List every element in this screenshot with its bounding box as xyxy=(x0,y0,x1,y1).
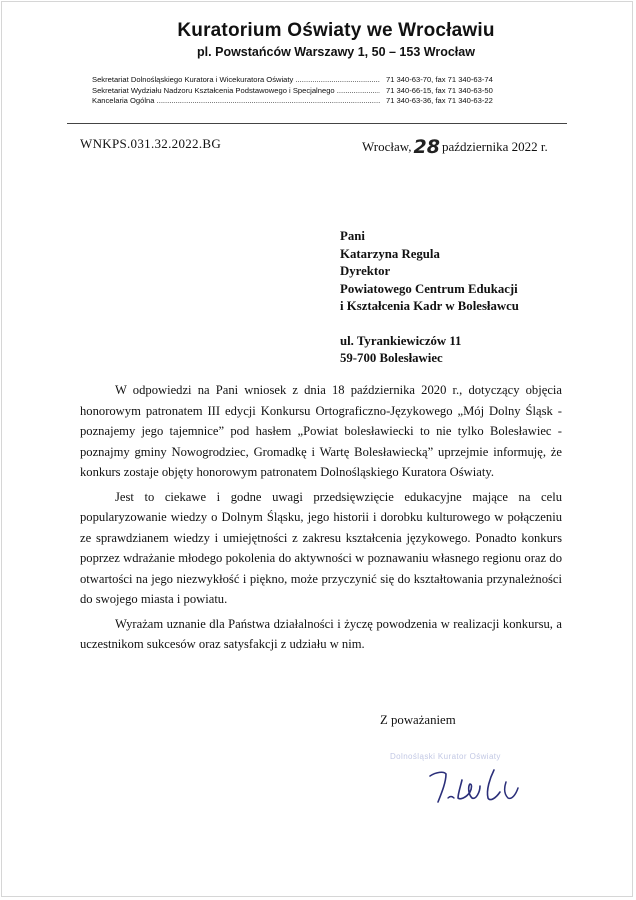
contact-label: Sekretariat Wydziału Nadzoru Kształcenia Podstawowego i Specjalnego ..... xyxy=(92,86,380,97)
recipient-line: Dyrektor xyxy=(340,264,391,278)
contact-row xyxy=(92,96,562,107)
contact-list xyxy=(92,75,562,107)
contact-phone: 71 340-63-70, fax 71 340-63-74 xyxy=(386,75,493,84)
letter-body xyxy=(80,380,562,659)
date-place: Wrocław, xyxy=(362,139,412,154)
contact-row xyxy=(92,75,562,86)
institution-address: pl. Powstańców Warszawy 1, 50 – 153 Wrocław xyxy=(197,45,475,59)
recipient-address-line: ul. Tyrankiewiczów 11 xyxy=(340,333,462,348)
header-divider xyxy=(67,123,567,124)
body-paragraph: W odpowiedzi na Pani wniosek z dnia 18 października 2020 r., dotyczący objęcia honorowym patronatem III edycji Konkursu Ortograficzno-Językowego „Mój Dolny Śląsk - poznajemy jego tajemnice” pod hasłem „Powiat bolesławiecki to nie tylko Bolesławiec - poznajmy gminy Nowogrodziec, Gromadkę i Wartę Bolesławiecką” uprzejmie informuję, że konkurs zostaje objęty honorowym patronatem Dolnośląskiego Kuratora Oświaty. xyxy=(80,383,562,479)
recipient-line: Powiatowego Centrum Edukacji xyxy=(340,281,518,296)
contact-phone: 71 340-66-15, fax 71 340-63-50 xyxy=(386,85,493,95)
letter-date xyxy=(362,134,548,156)
contact-label: Kancelaria Ogólna ..... xyxy=(92,96,380,107)
date-rest: października 2022 r. xyxy=(441,139,548,154)
recipient-address-line: 59-700 Bolesławiec xyxy=(340,351,443,365)
institution-name: Kuratorium Oświaty we Wrocławiu xyxy=(177,20,495,41)
recipient-line: i Kształcenia Kadr w Bolesławcu xyxy=(340,299,519,313)
stamp-faint: Dolnośląski Kurator Oświaty xyxy=(390,752,501,761)
contact-row xyxy=(92,86,562,97)
body-paragraph: Wyrażam uznanie dla Państwa działalności i życzę powodzenia w realizacji konkursu, a uczestnikom sukcesów oraz satysfakcji z udziału w nim. xyxy=(80,616,562,651)
contact-phone: 71 340-63-36, fax 71 340-63-22 xyxy=(386,96,493,105)
recipient-line: Katarzyna Regula xyxy=(340,246,440,261)
contact-label: Sekretariat Dolnośląskiego Kuratora i Wicekuratora Oświaty ..... xyxy=(92,75,380,86)
body-paragraph: Jest to ciekawe i godne uwagi przedsięwzięcie edukacyjne mające na celu popularyzowanie wiedzy o Dolnym Śląsku, jego historii i dorobku kulturowego w połączeniu ze sprawdzianem wiedzy i umiejętności z zakresu kształcenia językowego. Ponadto konkurs poprzez wdrażanie młodego pokolenia do aktywności w poznawaniu własnego regionu oraz do otwartości na jego niezwykłość i piękno, może przyczynić się do kształtowania przynależności do swojego miasta i powiatu. xyxy=(80,489,562,606)
date-day-handwritten: 28 xyxy=(413,136,440,158)
closing-salutation: Z poważaniem xyxy=(380,713,456,727)
recipient-block xyxy=(340,228,519,368)
reference-number: WNKPS.031.32.2022.BG xyxy=(80,136,222,151)
recipient-line: Pani xyxy=(340,229,365,243)
signature-icon xyxy=(424,762,524,810)
